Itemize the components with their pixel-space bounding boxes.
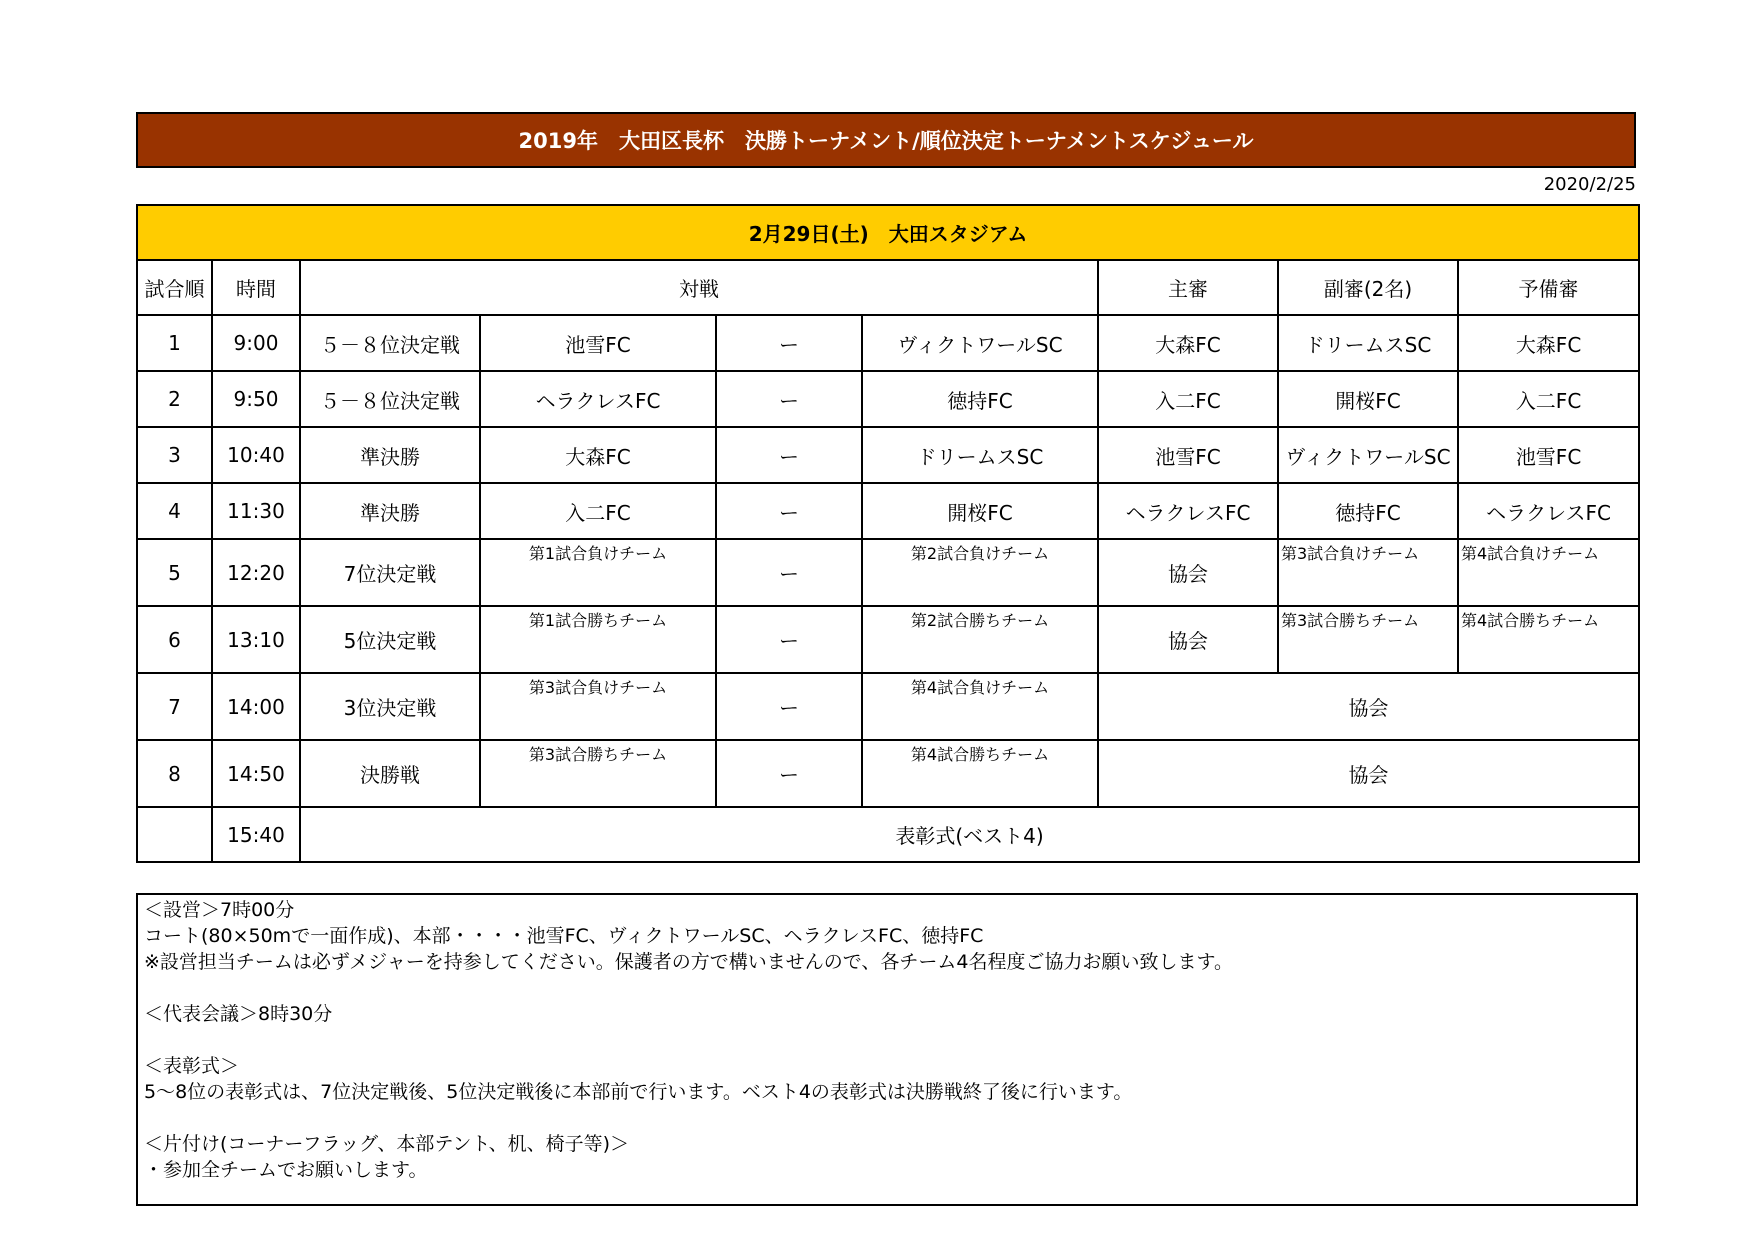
home-team: 入二FC — [480, 483, 716, 539]
assistant-referee: 開桜FC — [1278, 371, 1458, 427]
table-row — [137, 606, 1639, 673]
ceremony-order-empty — [137, 807, 212, 862]
meeting-heading: ＜代表会議＞8時30分 — [144, 1003, 333, 1025]
reserve-referee: 入二FC — [1458, 371, 1639, 427]
match-round: 準決勝 — [300, 483, 480, 539]
away-team: 第2試合勝ちチーム — [910, 611, 1050, 630]
assistant-referee-cell — [1278, 539, 1458, 606]
referee: 大森FC — [1098, 315, 1278, 371]
match-order: 1 — [137, 315, 212, 371]
match-time: 10:40 — [212, 427, 300, 483]
assistant-referee: 第3試合負けチーム — [1281, 544, 1420, 563]
match-time: 13:10 — [212, 606, 300, 673]
home-team: ヘラクレスFC — [480, 371, 716, 427]
assistant-referee: 徳持FC — [1278, 483, 1458, 539]
match-round: ５－８位決定戦 — [300, 371, 480, 427]
away-team: 開桜FC — [862, 483, 1098, 539]
home-team-cell — [480, 539, 716, 606]
home-team: 第3試合負けチーム — [528, 678, 668, 697]
away-team: 第4試合勝ちチーム — [910, 745, 1050, 764]
referee: 協会 — [1098, 539, 1278, 606]
assistant-referee: ヴィクトワールSC — [1278, 427, 1458, 483]
referee: 入二FC — [1098, 371, 1278, 427]
setup-note: ※設営担当チームは必ずメジャーを持参してください。保護者の方で構いませんので、各チーム4名程度ご協力お願い致します。 — [144, 951, 1233, 973]
match-order: 6 — [137, 606, 212, 673]
versus-dash: ー — [716, 427, 862, 483]
match-round: ５－８位決定戦 — [300, 315, 480, 371]
notes-box — [136, 893, 1638, 1206]
reserve-referee: 池雪FC — [1458, 427, 1639, 483]
table-row — [137, 539, 1639, 606]
match-round: 7位決定戦 — [300, 539, 480, 606]
assistant-referee: 第3試合勝ちチーム — [1281, 611, 1420, 630]
home-team: 池雪FC — [480, 315, 716, 371]
reserve-referee-cell — [1458, 606, 1639, 673]
cleanup-line: ・参加全チームでお願いします。 — [144, 1159, 428, 1181]
away-team-cell — [862, 740, 1098, 807]
away-team-cell — [862, 673, 1098, 740]
col-header-referee: 主審 — [1098, 260, 1278, 315]
col-header-match: 対戦 — [300, 260, 1098, 315]
referee: ヘラクレスFC — [1098, 483, 1278, 539]
table-row — [137, 371, 1639, 427]
ceremony-time: 15:40 — [212, 807, 300, 862]
away-team: 徳持FC — [862, 371, 1098, 427]
home-team: 第3試合勝ちチーム — [528, 745, 668, 764]
col-header-assistant: 副審(2名) — [1278, 260, 1458, 315]
col-header-order: 試合順 — [137, 260, 212, 315]
away-team-cell — [862, 539, 1098, 606]
reserve-referee: 大森FC — [1458, 315, 1639, 371]
match-round: 準決勝 — [300, 427, 480, 483]
home-team: 第1試合勝ちチーム — [528, 611, 668, 630]
match-time: 12:20 — [212, 539, 300, 606]
home-team: 第1試合負けチーム — [528, 544, 668, 563]
versus-dash: ー — [716, 673, 862, 740]
home-team: 大森FC — [480, 427, 716, 483]
col-header-time: 時間 — [212, 260, 300, 315]
match-round: 決勝戦 — [300, 740, 480, 807]
table-row — [137, 427, 1639, 483]
versus-dash: ー — [716, 606, 862, 673]
match-round: 5位決定戦 — [300, 606, 480, 673]
issue-date: 2020/2/25 — [1543, 174, 1636, 195]
match-order: 5 — [137, 539, 212, 606]
assistant-referee-cell — [1278, 606, 1458, 673]
award-line: 5～8位の表彰式は、7位決定戦後、5位決定戦後に本部前で行います。ベスト4の表彰式は決勝戦終了後に行います。 — [144, 1081, 1133, 1103]
officials: 協会 — [1098, 740, 1639, 807]
match-order: 3 — [137, 427, 212, 483]
setup-line: コート(80×50mで一面作成)、本部・・・・池雪FC、ヴィクトワールSC、ヘラクレスFC、徳持FC — [144, 925, 984, 947]
match-order: 8 — [137, 740, 212, 807]
table-row — [137, 673, 1639, 740]
document-title: 2019年 大田区長杯 決勝トーナメント/順位決定トーナメントスケジュール — [136, 112, 1636, 168]
referee: 協会 — [1098, 606, 1278, 673]
venue-row — [137, 205, 1639, 260]
col-header-reserve: 予備審 — [1458, 260, 1639, 315]
venue-title: 2月29日(土) 大田スタジアム — [137, 205, 1639, 260]
table-row — [137, 483, 1639, 539]
versus-dash: ー — [716, 315, 862, 371]
match-time: 14:00 — [212, 673, 300, 740]
assistant-referee: ドリームスSC — [1278, 315, 1458, 371]
match-round: 3位決定戦 — [300, 673, 480, 740]
table-row — [137, 315, 1639, 371]
home-team-cell — [480, 606, 716, 673]
away-team: 第2試合負けチーム — [910, 544, 1050, 563]
award-heading: ＜表彰式＞ — [144, 1055, 240, 1077]
away-team-cell — [862, 606, 1098, 673]
match-order: 7 — [137, 673, 212, 740]
referee: 池雪FC — [1098, 427, 1278, 483]
reserve-referee: 第4試合勝ちチーム — [1461, 611, 1600, 630]
home-team-cell — [480, 673, 716, 740]
versus-dash: ー — [716, 539, 862, 606]
versus-dash: ー — [716, 483, 862, 539]
reserve-referee-cell — [1458, 539, 1639, 606]
officials: 協会 — [1098, 673, 1639, 740]
match-order: 4 — [137, 483, 212, 539]
schedule-table — [136, 204, 1640, 863]
match-time: 9:50 — [212, 371, 300, 427]
away-team: ドリームスSC — [862, 427, 1098, 483]
match-time: 11:30 — [212, 483, 300, 539]
home-team-cell — [480, 740, 716, 807]
away-team: ヴィクトワールSC — [862, 315, 1098, 371]
versus-dash: ー — [716, 740, 862, 807]
ceremony-row — [137, 807, 1639, 862]
away-team: 第4試合負けチーム — [910, 678, 1050, 697]
match-time: 9:00 — [212, 315, 300, 371]
setup-heading: ＜設営＞7時00分 — [144, 899, 295, 921]
reserve-referee: ヘラクレスFC — [1458, 483, 1639, 539]
reserve-referee: 第4試合負けチーム — [1461, 544, 1600, 563]
table-row — [137, 740, 1639, 807]
match-time: 14:50 — [212, 740, 300, 807]
match-order: 2 — [137, 371, 212, 427]
header-row — [137, 260, 1639, 315]
ceremony-label: 表彰式(ベスト4) — [300, 807, 1639, 862]
versus-dash: ー — [716, 371, 862, 427]
cleanup-heading: ＜片付け(コーナーフラッグ、本部テント、机、椅子等)＞ — [144, 1133, 630, 1155]
